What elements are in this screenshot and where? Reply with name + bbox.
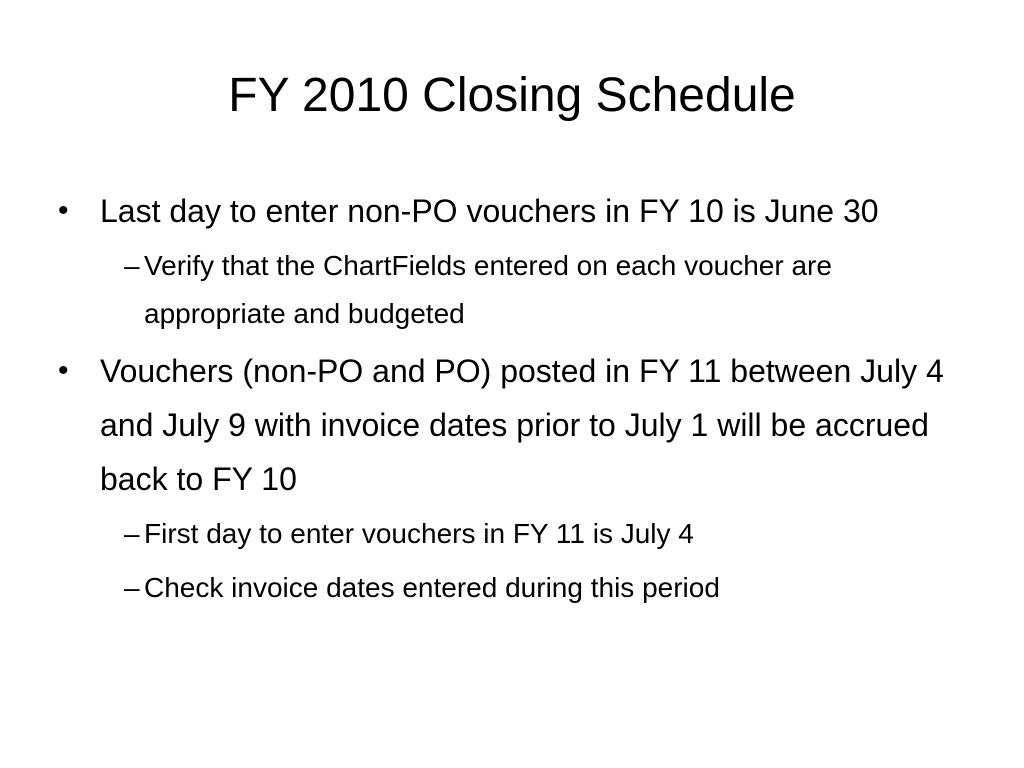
sub-bullet-text: Check invoice dates entered during this period bbox=[144, 572, 720, 603]
bullet-icon: • bbox=[58, 354, 69, 387]
slide-title: FY 2010 Closing Schedule bbox=[228, 69, 796, 122]
sub-bullet-item bbox=[58, 510, 958, 558]
dash-icon: – bbox=[124, 518, 140, 549]
sub-bullet-item bbox=[58, 564, 958, 612]
sub-bullet-item bbox=[58, 242, 958, 338]
bullet-item bbox=[58, 344, 958, 506]
slide-content bbox=[58, 184, 958, 618]
dash-icon: – bbox=[124, 250, 140, 281]
bullet-icon: • bbox=[58, 194, 69, 227]
sub-bullet-text: Verify that the ChartFields entered on each voucher are appropriate and budgeted bbox=[144, 250, 832, 329]
bullet-item bbox=[58, 184, 958, 238]
sub-bullet-text: First day to enter vouchers in FY 11 is July 4 bbox=[144, 518, 694, 549]
bullet-text: Vouchers (non-PO and PO) posted in FY 11 between July 4 and July 9 with invoice dates prior to July 1 will be accrued back to FY 10 bbox=[100, 353, 944, 497]
dash-icon: – bbox=[124, 572, 140, 603]
bullet-text: Last day to enter non-PO vouchers in FY 10 is June 30 bbox=[100, 193, 879, 229]
